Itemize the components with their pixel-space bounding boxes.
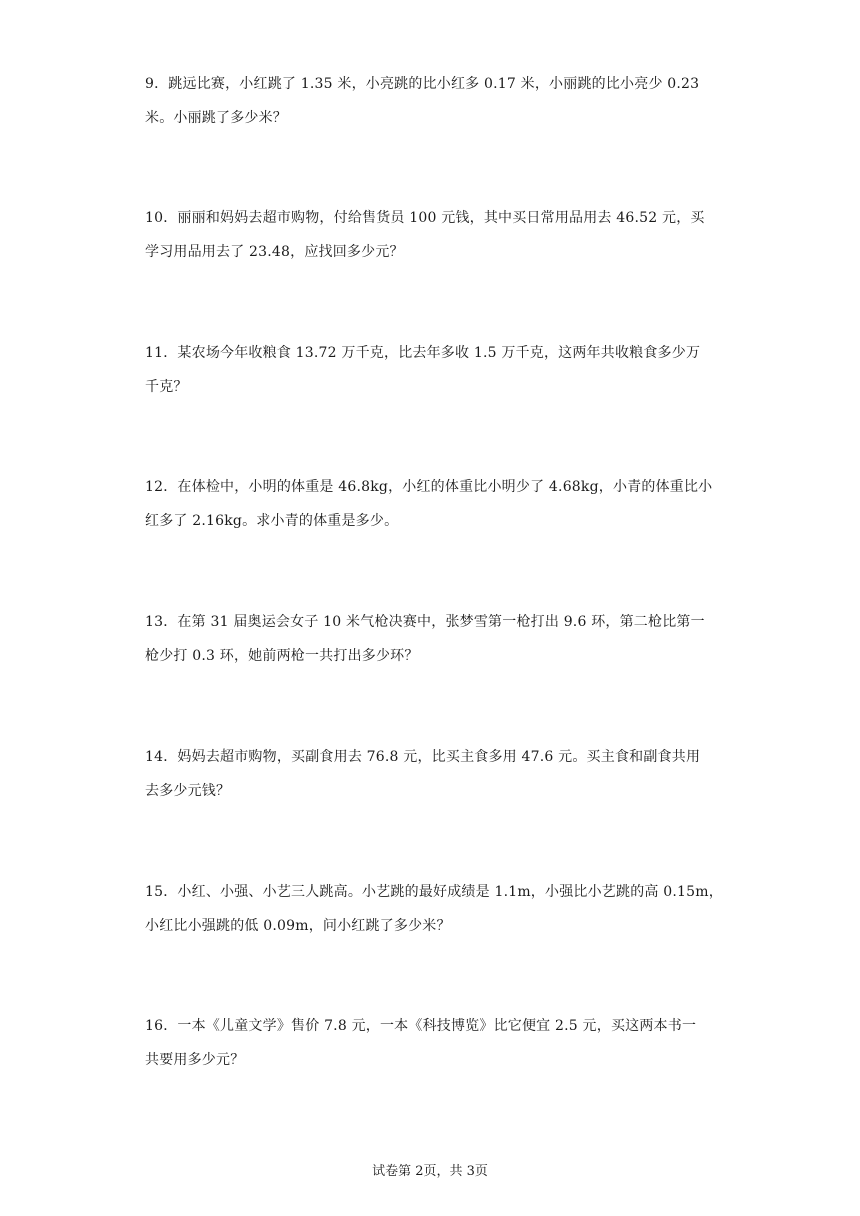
- question-line: 学习用品用去了 23.48，应找回多少元？: [145, 244, 404, 260]
- question-line: 15．小红、小强、小艺三人跳高。小艺跳的最好成绩是 1.1m，小强比小艺跳的高 0.15m，: [145, 884, 723, 900]
- question-line: 米。小丽跳了多少米？: [145, 110, 287, 126]
- question-line: 红多了 2.16kg。求小青的体重是多少。: [145, 513, 399, 529]
- question-16: [145, 1009, 725, 1077]
- question-line: 小红比小强跳的低 0.09m，问小红跳了多少米？: [145, 918, 451, 934]
- question-line: 枪少打 0.3 环，她前两枪一共打出多少环？: [145, 648, 419, 664]
- question-line: 9．跳远比赛，小红跳了 1.35 米，小亮跳的比小红多 0.17 米，小丽跳的比小亮少 0.23: [145, 76, 700, 92]
- question-line: 11．某农场今年收粮食 13.72 万千克，比去年多收 1.5 万千克，这两年共收粮食多少万: [145, 345, 701, 361]
- question-12: [145, 470, 725, 538]
- question-11: [145, 336, 725, 404]
- question-line: 去多少元钱？: [145, 783, 231, 799]
- question-10: [145, 201, 725, 269]
- question-line: 10．丽丽和妈妈去超市购物，付给售货员 100 元钱，其中买日常用品用去 46.52 元，买: [145, 210, 705, 226]
- question-line: 共要用多少元？: [145, 1052, 245, 1068]
- question-14: [145, 740, 725, 808]
- question-line: 14．妈妈去超市购物，买副食用去 76.8 元，比买主食多用 47.6 元。买主食和副食共用: [145, 749, 701, 765]
- question-line: 千克？: [145, 379, 188, 395]
- question-9: [145, 67, 725, 135]
- question-15: [145, 875, 725, 943]
- question-line: 16．一本《儿童文学》售价 7.8 元，一本《科技博览》比它便宜 2.5 元，买这两本书一: [145, 1018, 697, 1034]
- question-line: 13．在第 31 届奥运会女子 10 米气枪决赛中，张梦雪第一枪打出 9.6 环，第二枪比第一: [145, 614, 705, 630]
- page-footer: 试卷第 2页，共 3页: [372, 1164, 488, 1179]
- question-13: [145, 605, 725, 673]
- question-line: 12．在体检中，小明的体重是 46.8kg，小红的体重比小明少了 4.68kg，小青的体重比小: [145, 479, 713, 495]
